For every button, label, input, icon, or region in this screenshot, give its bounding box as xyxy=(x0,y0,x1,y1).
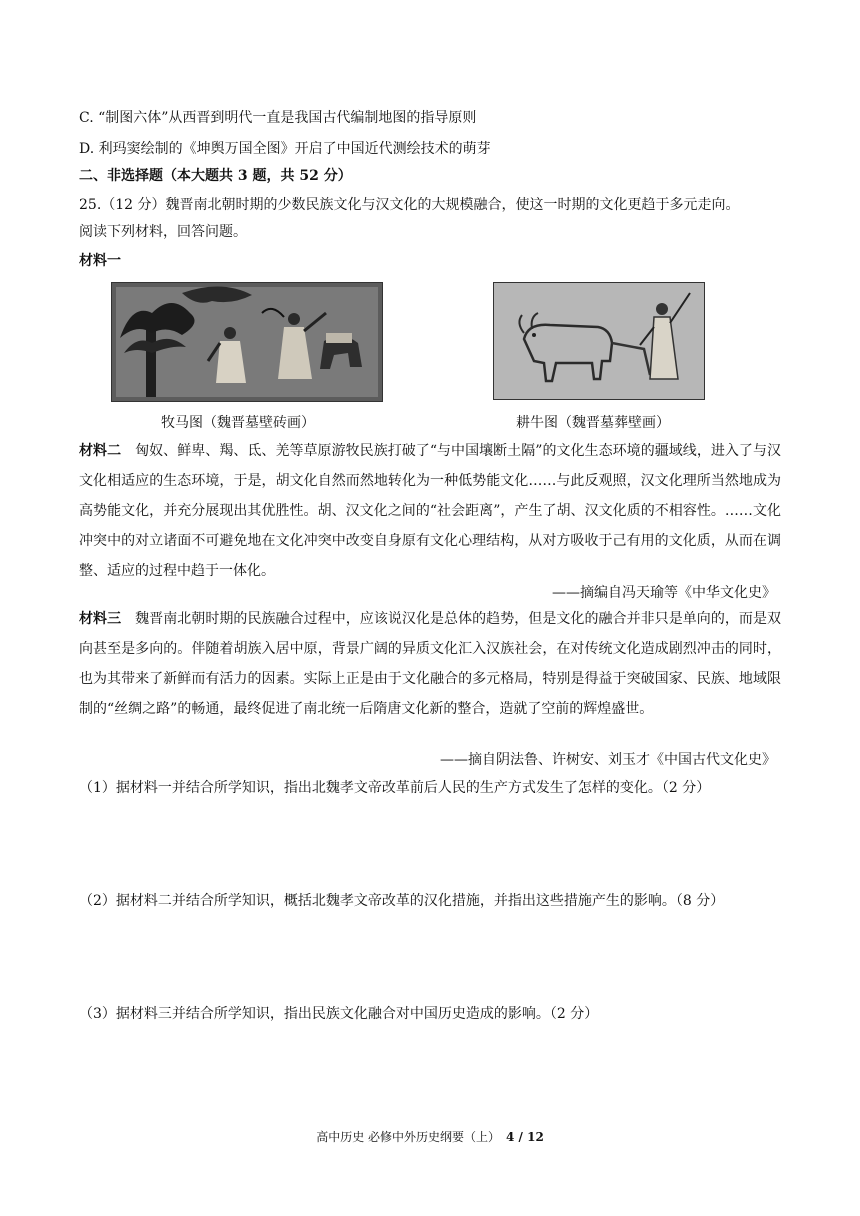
image2-caption: 耕牛图（魏晋墓葬壁画） xyxy=(516,415,670,431)
horse-herding-mural-drawing xyxy=(112,283,382,401)
material3-label: 材料三 xyxy=(79,611,122,627)
section-title: 二、非选择题（本大题共 3 题，共 52 分） xyxy=(79,168,352,184)
footer-course: 高中历史 必修中外历史纲要（上） xyxy=(316,1130,501,1144)
material3-paragraph xyxy=(79,604,781,724)
material2-source: ——摘编自冯天瑜等《中华文化史》 xyxy=(552,585,776,601)
sub-question-3: （3）据材料三并结合所学知识，指出民族文化融合对中国历史造成的影响。（2 分） xyxy=(79,1006,599,1022)
sub-question-2: （2）据材料二并结合所学知识，概括北魏孝文帝改革的汉化措施，并指出这些措施产生的影响。（8 分） xyxy=(79,893,725,909)
page-footer xyxy=(0,1128,860,1145)
image1-caption: 牧马图（魏晋墓壁砖画） xyxy=(161,415,315,431)
option-d: D. 利玛窦绘制的《坤舆万国全图》开启了中国近代测绘技术的萌芽 xyxy=(79,141,491,157)
ox-plowing-mural-drawing xyxy=(494,283,704,399)
option-c: C. “制图六体”从西晋到明代一直是我国古代编制地图的指导原则 xyxy=(79,110,477,126)
question-stem-line2: 阅读下列材料，回答问题。 xyxy=(79,224,247,240)
material2-label: 材料二 xyxy=(79,443,122,459)
ox-plowing-mural-image xyxy=(493,282,705,400)
horse-herding-mural-image xyxy=(111,282,383,402)
material3-source: ——摘自阴法鲁、许树安、刘玉才《中国古代文化史》 xyxy=(440,752,776,768)
question-stem-line1: 25.（12 分）魏晋南北朝时期的少数民族文化与汉文化的大规模融合，使这一时期的文化更趋于多元走向。 xyxy=(79,197,740,213)
material3-text: 魏晋南北朝时期的民族融合过程中，应该说汉化是总体的趋势，但是文化的融合并非只是单向的，而是双向甚至是多向的。伴随着胡族入居中原，背景广阔的异质文化汇入汉族社会，在对传统文化造成剧烈冲击的同时，也为其带来了新鲜而有活力的因素。实际上正是由于文化融合的多元格局，特别是得益于突破国家、民族、地域限制的“丝绸之路”的畅通，最终促进了南北统一后隋唐文化新的整合，造就了空前的辉煌盛世。 xyxy=(79,611,781,717)
material1-label: 材料一 xyxy=(79,253,121,269)
footer-page-number: 4 / 12 xyxy=(506,1130,544,1144)
sub-question-1: （1）据材料一并结合所学知识，指出北魏孝文帝改革前后人民的生产方式发生了怎样的变化。（2 分） xyxy=(79,780,711,796)
material2-text: 匈奴、鲜卑、羯、氐、羌等草原游牧民族打破了“与中国壤断土隔”的文化生态环境的疆域线，进入了与汉文化相适应的生态环境，于是，胡文化自然而然地转化为一种低势能文化……与此反观照，汉文化理所当然地成为高势能文化，并充分展现出其优胜性。胡、汉文化之间的“社会距离”，产生了胡、汉文化质的不相容性。……文化冲突中的对立诸面不可避免地在文化冲突中改变自身原有文化心理结构，从对方吸收于己有用的文化质，从而在调整、适应的过程中趋于一体化。 xyxy=(79,443,782,579)
material2-paragraph xyxy=(79,436,781,586)
